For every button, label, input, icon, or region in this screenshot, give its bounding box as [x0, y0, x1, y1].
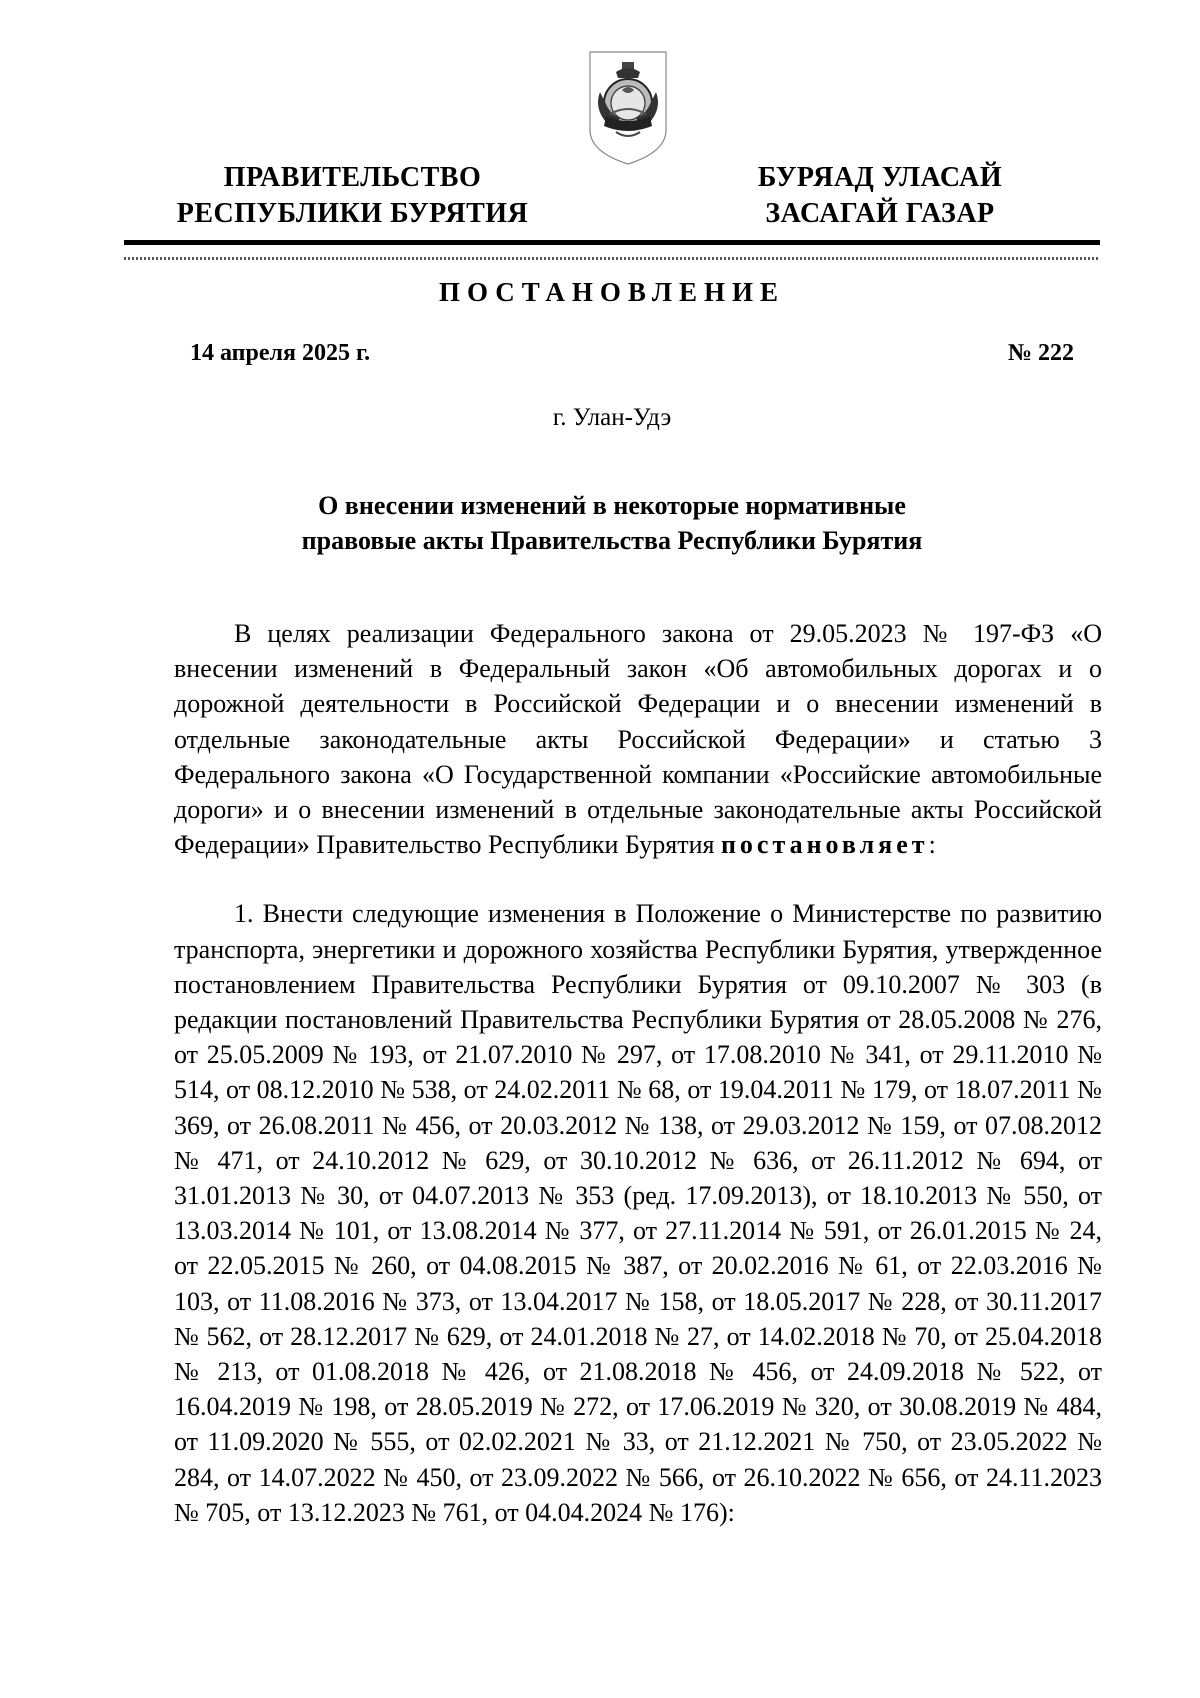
government-name-line2: РЕСПУБЛИКИ БУРЯТИЯ — [176, 198, 529, 229]
document-type: ПОСТАНОВЛЕНИЕ — [438, 277, 786, 307]
document-number: № 222 — [1007, 340, 1074, 366]
government-name-russian — [150, 160, 555, 232]
document-body — [174, 616, 1102, 1530]
government-name-buryat-line2: ЗАСАГАЙ ГАЗАР — [765, 198, 995, 229]
government-name-line1: ПРАВИТЕЛЬСТВО — [223, 162, 482, 193]
document-date: 14 апреля 2025 г. — [190, 340, 371, 366]
header-divider-thin — [124, 257, 1100, 260]
document-title-line2: правовые акты Правительства Республики Бурятия — [301, 526, 923, 555]
preamble-text: В целях реализации Федерального закона от 29.05.2023 № 197-ФЗ «О внесении изменений в Федеральный закон «Об автомобильных дорогах и о дорожной деятельности в Российской Федерации и о внесении изменений в отдельные законодательные акты Российской Федерации» и статью 3 Федерального закона «О Государственной компании «Российские автомобильные дороги» и о внесении изменений в отдельные законодательные акты Российской Федерации» Правительство Республики Бурятия — [174, 619, 1102, 860]
document-city: г. Улан-Удэ — [552, 404, 672, 431]
coat-of-arms-icon — [586, 48, 670, 168]
government-name-buryat-line1: БУРЯАД УЛАСАЙ — [757, 162, 1003, 193]
header-divider-thick — [124, 240, 1100, 245]
item-1-paragraph: 1. Внести следующие изменения в Положение о Министерстве по развитию транспорта, энергетики и дорожного хозяйства Республики Бурятия, утвержденное постановлением Правительства Республики Бурятия от 09.10.2007 № 303 (в редакции постановлений Правительства Республики Бурятия от 28.05.2008 № 276, от 25.05.2009 № 193, от 21.07.2010 № 297, от 17.08.2010 № 341, от 29.11.2010 № 514, от 08.12.2010 № 538, от 24.02.2011 № 68, от 19.04.2011 № 179, от 18.07.2011 № 369, от 26.08.2011 № 456, от 20.03.2012 № 138, от 29.03.2012 № 159, от 07.08.2012 № 471, от 24.10.2012 № 629, от 30.10.2012 № 636, от 26.11.2012 № 694, от 31.01.2013 № 30, от 04.07.2013 № 353 (ред. 17.09.2013), от 18.10.2013 № 550, от 13.03.2014 № 101, от 13.08.2014 № 377, от 27.11.2014 № 591, от 26.01.2015 № 24, от 22.05.2015 № 260, от 04.08.2015 № 387, от 20.02.2016 № 61, от 22.03.2016 № 103, от 11.08.2016 № 373, от 13.04.2017 № 158, от 18.05.2017 № 228, от 30.11.2017 № 562, от 28.12.2017 № 629, от 24.01.2018 № 27, от 14.02.2018 № 70, от 25.04.2018 № 213, от 01.08.2018 № 426, от 21.08.2018 № 456, от 24.09.2018 № 522, от 16.04.2019 № 198, от 28.05.2019 № 272, от 17.06.2019 № 320, от 30.08.2019 № 484, от 11.09.2020 № 555, от 02.02.2021 № 33, от 21.12.2021 № 750, от 23.05.2022 № 284, от 14.07.2022 № 450, от 23.09.2022 № 566, от 26.10.2022 № 656, от 24.11.2023 № 705, от 13.12.2023 № 761, от 04.04.2024 № 176): — [174, 899, 1102, 1527]
document-title — [124, 488, 1100, 558]
government-name-buryat — [740, 160, 1020, 232]
document-title-line1: О внесении изменений в некоторые нормативные — [318, 491, 906, 520]
decree-word: постановляет — [720, 830, 929, 860]
decree-colon: : — [928, 830, 936, 860]
preamble-paragraph — [174, 616, 1102, 862]
